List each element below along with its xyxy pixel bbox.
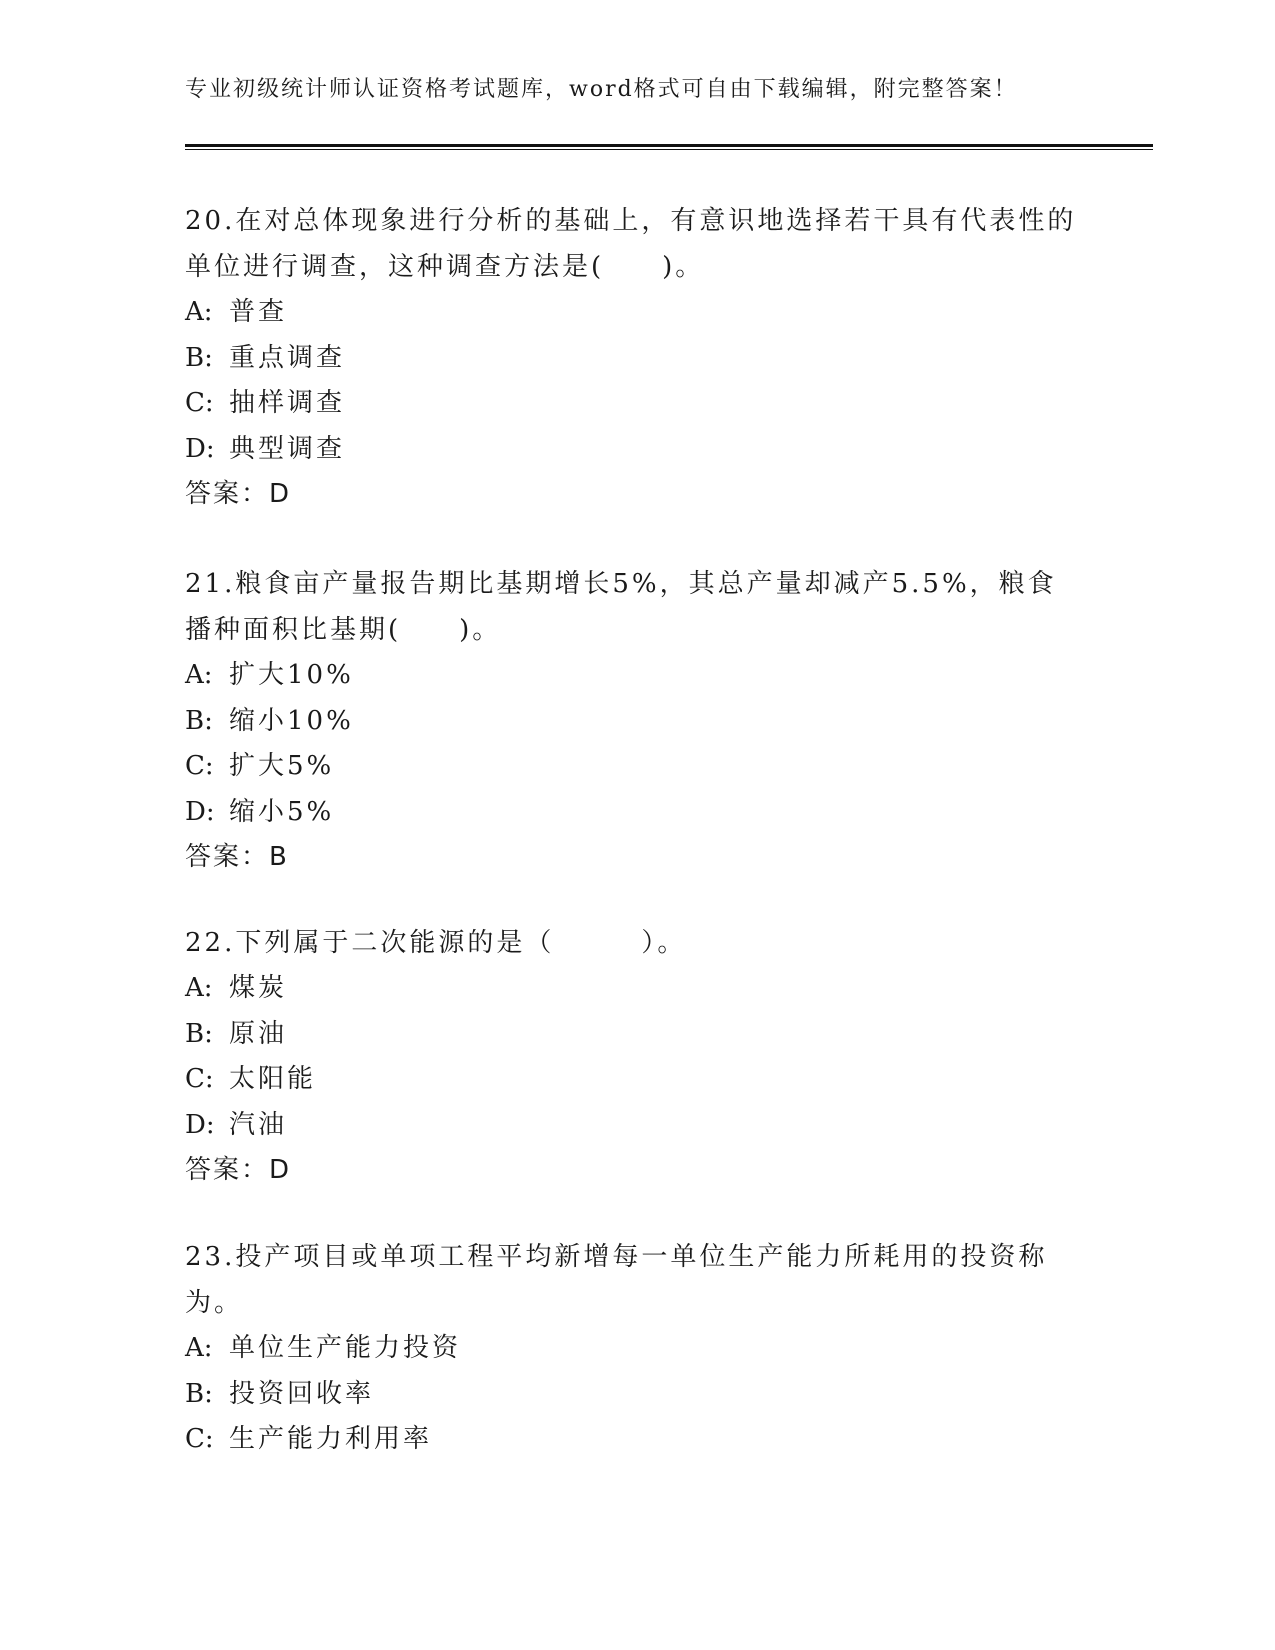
option-text: 普查: [229, 297, 288, 327]
option-b: [185, 336, 1085, 382]
question-stem: 23.投产项目或单项工程平均新增每一单位生产能力所耗用的投资称为。: [185, 1242, 1048, 1318]
answer-line: 答案：D: [185, 479, 292, 509]
option-letter: C:: [185, 1424, 214, 1454]
option-letter: D:: [185, 796, 215, 827]
option-letter: A:: [185, 297, 213, 327]
option-letter: C:: [185, 1064, 214, 1094]
header-rule-thin: [185, 149, 1153, 150]
header-rule-thick: [185, 144, 1153, 147]
question-21: [185, 561, 1085, 880]
question-stem: 21.粮食亩产量报告期比基期增长5%，其总产量却减产5.5%，粮食播种面积比基期( )。: [185, 569, 1057, 645]
option-letter: D:: [185, 433, 215, 464]
option-text: 抽样调查: [229, 388, 346, 418]
question-23: [185, 1234, 1085, 1463]
option-text: 原油: [229, 1018, 288, 1049]
option-a: [185, 1326, 1085, 1372]
option-b: [185, 699, 1085, 745]
option-letter: B:: [185, 342, 213, 373]
option-letter: C:: [185, 751, 214, 781]
option-d: [185, 790, 1085, 836]
option-text: 汽油: [229, 1109, 288, 1140]
option-letter: B:: [185, 705, 213, 736]
option-letter: A:: [185, 1333, 213, 1363]
option-text: 缩小10%: [229, 705, 354, 736]
option-letter: B:: [185, 1018, 213, 1049]
option-c: [185, 1057, 1085, 1103]
option-letter: B:: [185, 1378, 213, 1409]
option-text: 扩大10%: [229, 660, 354, 690]
option-a: [185, 653, 1085, 699]
page-header: 专业初级统计师认证资格考试题库，word格式可自由下载编辑，附完整答案！: [185, 77, 1018, 102]
option-a: [185, 966, 1085, 1012]
option-text: 太阳能: [229, 1064, 317, 1094]
option-d: [185, 427, 1085, 473]
question-stem: 20.在对总体现象进行分析的基础上，有意识地选择若干具有代表性的单位进行调查，这种调查方法是( )。: [185, 206, 1077, 282]
option-b: [185, 1012, 1085, 1058]
option-letter: D:: [185, 1109, 215, 1140]
question-stem: 22.下列属于二次能源的是（ ）。: [185, 928, 687, 958]
question-22: [185, 920, 1085, 1193]
option-letter: A:: [185, 660, 213, 690]
option-text: 投资回收率: [229, 1378, 375, 1409]
option-letter: C:: [185, 388, 214, 418]
option-text: 重点调查: [229, 342, 346, 373]
option-text: 扩大5%: [229, 751, 335, 781]
option-c: [185, 1417, 1085, 1463]
answer-line: 答案：D: [185, 1155, 292, 1185]
option-c: [185, 744, 1085, 790]
option-b: [185, 1372, 1085, 1418]
option-a: [185, 290, 1085, 336]
option-c: [185, 381, 1085, 427]
option-text: 缩小5%: [229, 796, 335, 827]
option-letter: A:: [185, 973, 213, 1003]
option-text: 典型调查: [229, 433, 346, 464]
answer-line: 答案：B: [185, 842, 289, 872]
option-text: 煤炭: [229, 973, 288, 1003]
option-text: 单位生产能力投资: [229, 1333, 462, 1363]
option-text: 生产能力利用率: [229, 1424, 433, 1454]
option-d: [185, 1103, 1085, 1149]
question-20: [185, 198, 1085, 517]
